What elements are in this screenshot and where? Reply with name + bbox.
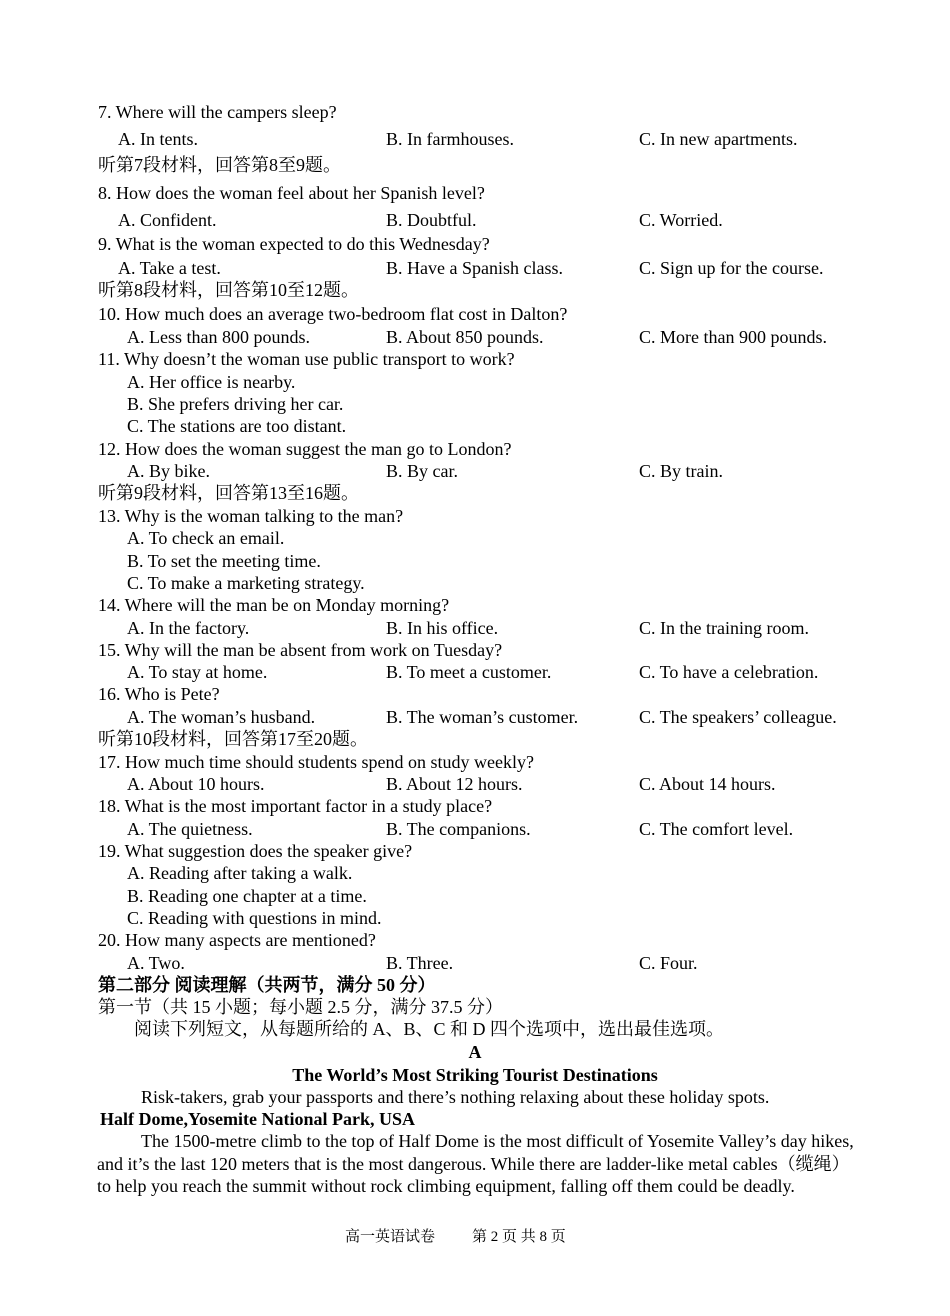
q17-stem: 17. How much time should students spend on study weekly? <box>98 752 534 772</box>
q20-option-c: C. Four. <box>639 953 698 973</box>
q17-option-a: A. About 10 hours. <box>127 774 265 794</box>
footer-page-number: 第 2 页 共 8 页 <box>472 1229 566 1245</box>
q13-stem: 13. Why is the woman talking to the man? <box>98 506 404 526</box>
q10-option-a: A. Less than 800 pounds. <box>127 327 310 347</box>
q12-option-b: B. By car. <box>386 461 458 481</box>
q9-option-b: B. Have a Spanish class. <box>386 258 563 278</box>
passage-intro: Risk-takers, grab your passports and there’s nothing relaxing about these holiday spots. <box>141 1087 770 1107</box>
q13-option-a: A. To check an email. <box>127 528 285 548</box>
q18-stem: 18. What is the most important factor in a study place? <box>98 796 493 816</box>
q18-option-b: B. The companions. <box>386 819 531 839</box>
q15-option-c: C. To have a celebration. <box>639 662 819 682</box>
q13-option-b: B. To set the meeting time. <box>127 551 321 571</box>
q7-stem: 7. Where will the campers sleep? <box>98 102 337 122</box>
q11-stem: 11. Why doesn’t the woman use public transport to work? <box>98 349 515 369</box>
q9-stem: 9. What is the woman expected to do this Wednesday? <box>98 234 490 254</box>
q14-option-a: A. In the factory. <box>127 618 250 638</box>
q10-option-b: B. About 850 pounds. <box>386 327 544 347</box>
directions-part10: 听第10段材料，回答第17至20题。 <box>98 729 368 749</box>
q8-option-c: C. Worried. <box>639 210 723 230</box>
q19-stem: 19. What suggestion does the speaker give? <box>98 841 413 861</box>
q12-option-c: C. By train. <box>639 461 723 481</box>
q7-option-a: A. In tents. <box>118 129 198 149</box>
q19-option-a: A. Reading after taking a walk. <box>127 863 353 883</box>
q16-stem: 16. Who is Pete? <box>98 684 220 704</box>
passage-title: The World’s Most Striking Tourist Destinations <box>292 1065 658 1085</box>
q17-option-c: C. About 14 hours. <box>639 774 776 794</box>
q18-option-c: C. The comfort level. <box>639 819 794 839</box>
q12-option-a: A. By bike. <box>127 461 210 481</box>
q8-option-a: A. Confident. <box>118 210 217 230</box>
q16-option-a: A. The woman’s husband. <box>127 707 316 727</box>
q12-stem: 12. How does the woman suggest the man go to London? <box>98 439 512 459</box>
directions-part7: 听第7段材料，回答第8至9题。 <box>98 155 341 175</box>
q11-option-c: C. The stations are too distant. <box>127 416 347 436</box>
reading-instructions: 阅读下列短文，从每题所给的 A、B、C 和 D 四个选项中，选出最佳选项。 <box>134 1019 725 1039</box>
q10-option-c: C. More than 900 pounds. <box>639 327 827 347</box>
q11-option-a: A. Her office is nearby. <box>127 372 296 392</box>
q19-option-b: B. Reading one chapter at a time. <box>127 886 367 906</box>
q14-option-c: C. In the training room. <box>639 618 809 638</box>
q14-stem: 14. Where will the man be on Monday morning? <box>98 595 450 615</box>
q7-option-c: C. In new apartments. <box>639 129 798 149</box>
q8-stem: 8. How does the woman feel about her Spanish level? <box>98 183 485 203</box>
q14-option-b: B. In his office. <box>386 618 499 638</box>
q19-option-c: C. Reading with questions in mind. <box>127 908 382 928</box>
part-title: 第二部分 阅读理解（共两节，满分 50 分） <box>98 975 436 995</box>
q11-option-b: B. She prefers driving her car. <box>127 394 344 414</box>
q9-option-c: C. Sign up for the course. <box>639 258 824 278</box>
q13-option-c: C. To make a marketing strategy. <box>127 573 365 593</box>
section-title: 第一节（共 15 小题；每小题 2.5 分，满分 37.5 分） <box>98 997 503 1017</box>
q8-option-b: B. Doubtful. <box>386 210 477 230</box>
paragraph-line: The 1500-metre climb to the top of Half Dome is the most difficult of Yosemite Valley’s day hikes, <box>141 1131 854 1151</box>
q15-option-b: B. To meet a customer. <box>386 662 552 682</box>
passage-label: A <box>468 1042 482 1062</box>
q7-option-b: B. In farmhouses. <box>386 129 514 149</box>
q20-option-a: A. Two. <box>127 953 185 973</box>
q20-stem: 20. How many aspects are mentioned? <box>98 930 376 950</box>
q16-option-b: B. The woman’s customer. <box>386 707 579 727</box>
paragraph-line: to help you reach the summit without rock climbing equipment, falling off them could be deadly. <box>97 1176 795 1196</box>
q10-stem: 10. How much does an average two-bedroom flat cost in Dalton? <box>98 304 568 324</box>
paragraph-line: and it’s the last 120 meters that is the most dangerous. While there are ladder-like metal cables（缆绳） <box>97 1154 850 1174</box>
passage-subheading: Half Dome,Yosemite National Park, USA <box>100 1109 415 1129</box>
q17-option-b: B. About 12 hours. <box>386 774 523 794</box>
q9-option-a: A. Take a test. <box>118 258 221 278</box>
q16-option-c: C. The speakers’ colleague. <box>639 707 837 727</box>
q18-option-a: A. The quietness. <box>127 819 253 839</box>
directions-part9: 听第9段材料，回答第13至16题。 <box>98 483 359 503</box>
q15-stem: 15. Why will the man be absent from work on Tuesday? <box>98 640 503 660</box>
q20-option-b: B. Three. <box>386 953 454 973</box>
q15-option-a: A. To stay at home. <box>127 662 268 682</box>
directions-part8: 听第8段材料，回答第10至12题。 <box>98 280 359 300</box>
footer-subject: 高一英语试卷 <box>345 1229 436 1245</box>
